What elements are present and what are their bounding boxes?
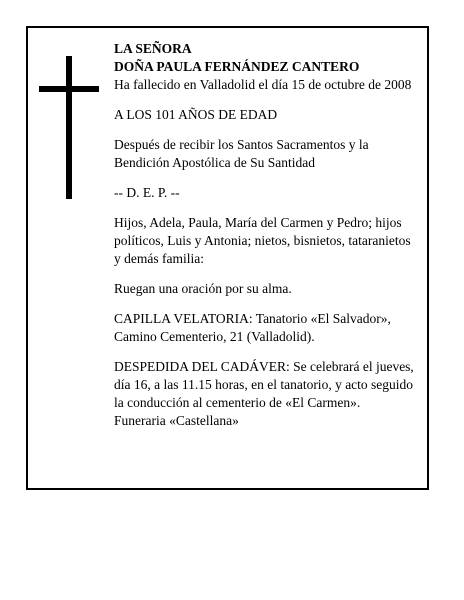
obituary-text [114,40,420,430]
prayer-request: Ruegan una oración por su alma. [114,281,292,296]
funeral-home: Funeraria «Castellana» [114,413,239,428]
cross-vertical-bar [66,56,72,199]
sacraments-statement: Después de recibir los Santos Sacramentos y la Bendición Apostólica de Su Santidad [114,137,369,170]
funeral-info: DESPEDIDA DEL CADÁVER: Se celebrará el jueves, día 16, a las 11.15 horas, en el tanatorio, y acto seguido la conducción al cementerio de «El Carmen». [114,359,414,410]
death-statement: Ha fallecido en Valladolid el día 15 de octubre de 2008 [114,77,412,92]
deceased-name: DOÑA PAULA FERNÁNDEZ CANTERO [114,59,360,74]
rest-in-peace: -- D. E. P. -- [114,185,180,200]
notice-title: LA SEÑORA [114,41,192,56]
family-list: Hijos, Adela, Paula, María del Carmen y Pedro; hijos políticos, Luis y Antonia; nietos, bisnietos, tataranietos y demás familia: [114,215,411,266]
cross-horizontal-bar [39,86,99,92]
chapel-info: CAPILLA VELATORIA: Tanatorio «El Salvador», Camino Cementerio, 21 (Valladolid). [114,311,391,344]
age-statement: A LOS 101 AÑOS DE EDAD [114,107,278,122]
cross-icon [39,56,101,199]
obituary-notice [26,26,429,490]
